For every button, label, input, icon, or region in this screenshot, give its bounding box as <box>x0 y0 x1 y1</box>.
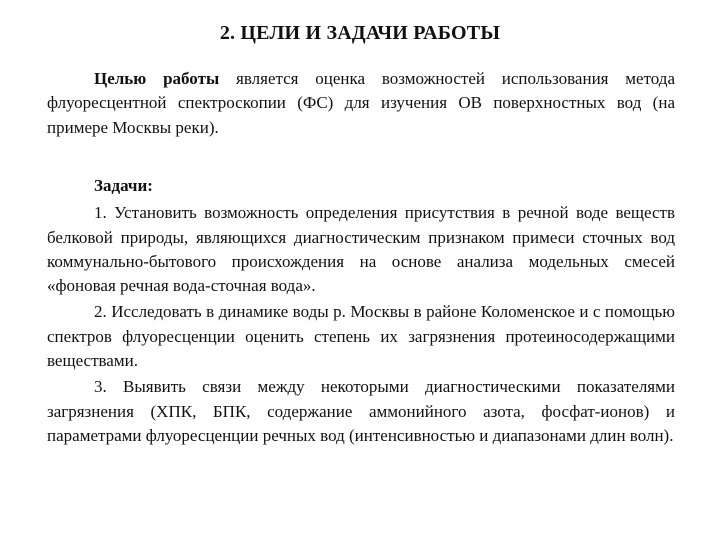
goal-text: является оценка возможностей использования метода флуоресцентной спектроскопии (ФС) для изучения ОВ поверхностных вод (на примере Москвы реки). <box>47 69 675 137</box>
goal-lead: Целью работы <box>94 69 220 88</box>
task-item-1: 1. Установить возможность определения присутствия в речной воде веществ белковой природы, являющихся диагностическим признаком примеси сточных вод коммунально-бытового происхождения на основе анализа модельных смесей «фоновая речная вода-сточная вода». <box>47 203 675 296</box>
goal-section <box>47 67 675 140</box>
tasks-section <box>47 174 675 450</box>
task-item-2: 2. Исследовать в динамике воды р. Москвы в районе Коломенское и с помощью спектров флуоресценции оценить степень их загрязнения протеиносодержащими веществами. <box>47 302 675 371</box>
tasks-heading: Задачи: <box>94 176 153 195</box>
slide-title: 2. ЦЕЛИ И ЗАДАЧИ РАБОТЫ <box>219 22 501 44</box>
goal-paragraph <box>47 67 675 140</box>
task-item-3: 3. Выявить связи между некоторыми диагностическими показателями загрязнения (ХПК, БПК, содержание аммонийного азота, фосфат-ионов) и параметрами флуоресценции речных вод (интенсивностью и диапазонами длин волн). <box>47 377 675 445</box>
